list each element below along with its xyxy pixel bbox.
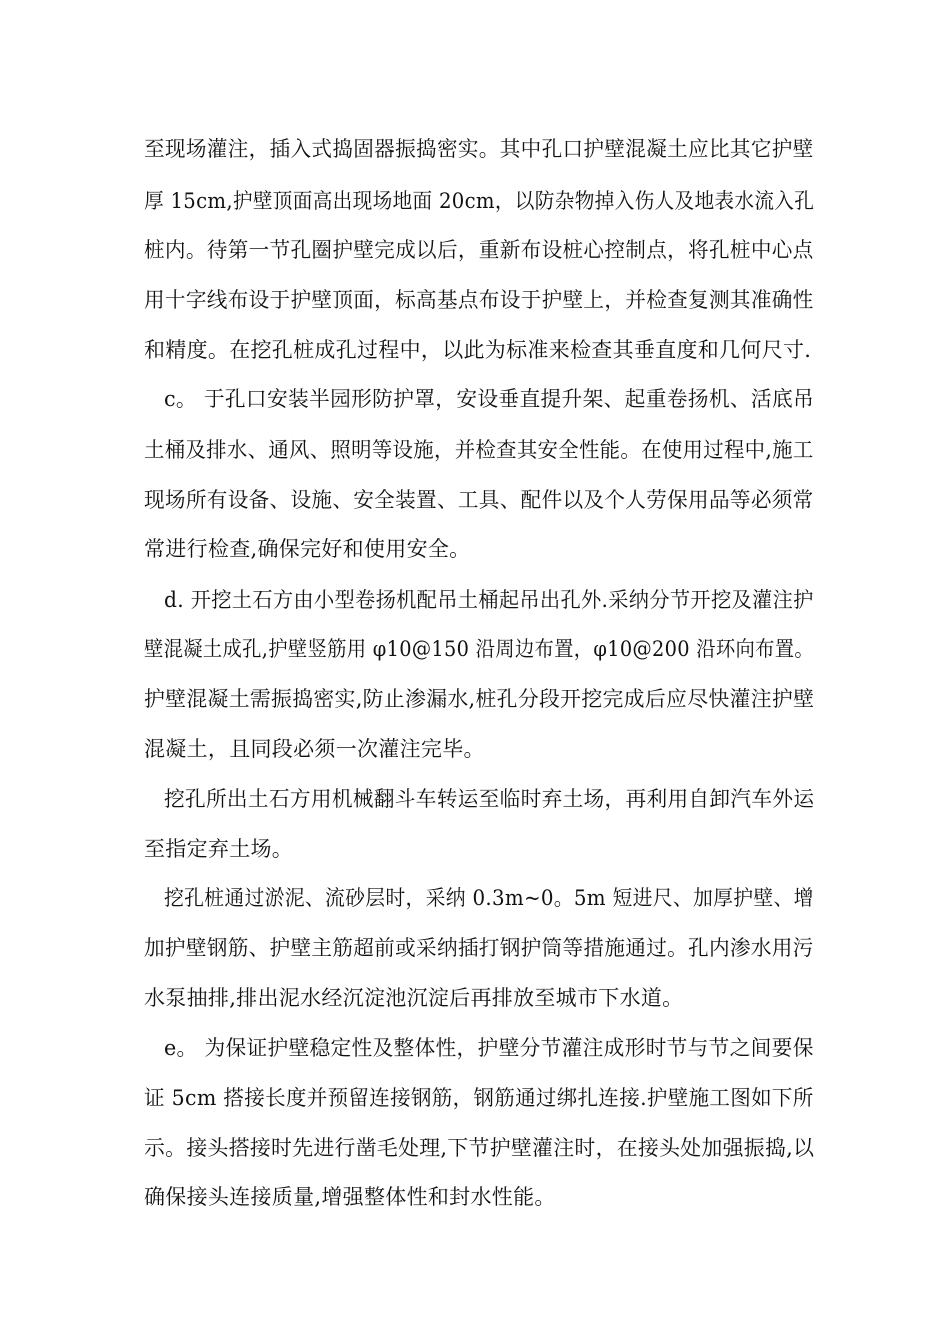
paragraph-line: 护壁混凝土需振捣密实,防止渗漏水,桩孔分段开挖完成后应尽快灌注护壁: [144, 687, 814, 711]
paragraph-line: 证 5cm 搭接长度并预留连接钢筋，钢筋通过绑扎连接.护壁施工图如下所: [144, 1086, 814, 1110]
paragraph-line: c。 于孔口安装半园形防护罩，安设垂直提升架、起重卷扬机、活底吊: [164, 387, 814, 411]
paragraph-line: 土桶及排水、通风、照明等设施，并检查其安全性能。在使用过程中,施工: [144, 438, 814, 462]
paragraph-line: 混凝土，且同段必须一次灌注完毕。: [144, 737, 485, 761]
paragraph-line: 壁混凝土成孔,护壁竖筋用 φ10@150 沿周边布置，φ10@200 沿环向布置。: [144, 637, 814, 661]
paragraph-line: 加护壁钢筋、护壁主筋超前或采纳插打钢护筒等措施通过。孔内渗水用污: [144, 936, 814, 960]
paragraph-line: 至指定弃土场。: [144, 837, 294, 861]
paragraph-line: 常进行检查,确保完好和使用安全。: [144, 537, 471, 561]
paragraph-line: 挖孔所出土石方用机械翻斗车转运至临时弃土场，再利用自卸汽车外运: [164, 787, 814, 811]
paragraph-line: 挖孔桩通过淤泥、流砂层时，采纳 0.3m~0。5m 短进尺、加厚护壁、增: [164, 886, 814, 910]
paragraph-line: 和精度。在挖孔桩成孔过程中，以此为标准来检查其垂直度和几何尺寸.: [144, 338, 812, 362]
paragraph-line: 厚 15cm,护壁顶面高出现场地面 20cm，以防杂物掉入伤人及地表水流入孔: [144, 189, 814, 213]
paragraph-line: 示。接头搭接时先进行凿毛处理,下节护壁灌注时，在接头处加强振捣,以: [144, 1136, 814, 1160]
paragraph-line: d. 开挖土石方由小型卷扬机配吊土桶起吊出孔外.采纳分节开挖及灌注护: [164, 588, 814, 612]
paragraph-line: 用十字线布设于护壁顶面，标高基点布设于护壁上，并检查复测其准确性: [144, 288, 814, 312]
paragraph-line: 桩内。待第一节孔圈护壁完成以后，重新布设桩心控制点，将孔桩中心点: [144, 238, 814, 262]
paragraph-line: 至现场灌注，插入式捣固器振捣密实。其中孔口护壁混凝土应比其它护壁: [144, 137, 814, 161]
paragraph-line: 水泵抽排,排出泥水经沉淀池沉淀后再排放至城市下水道。: [144, 986, 684, 1010]
paragraph-line: e。 为保证护壁稳定性及整体性，护壁分节灌注成形时节与节之间要保: [164, 1036, 814, 1060]
paragraph-line: 确保接头连接质量,增强整体性和封水性能。: [144, 1185, 556, 1209]
paragraph-line: 现场所有设备、设施、安全装置、工具、配件以及个人劳保用品等必须常: [144, 488, 814, 512]
